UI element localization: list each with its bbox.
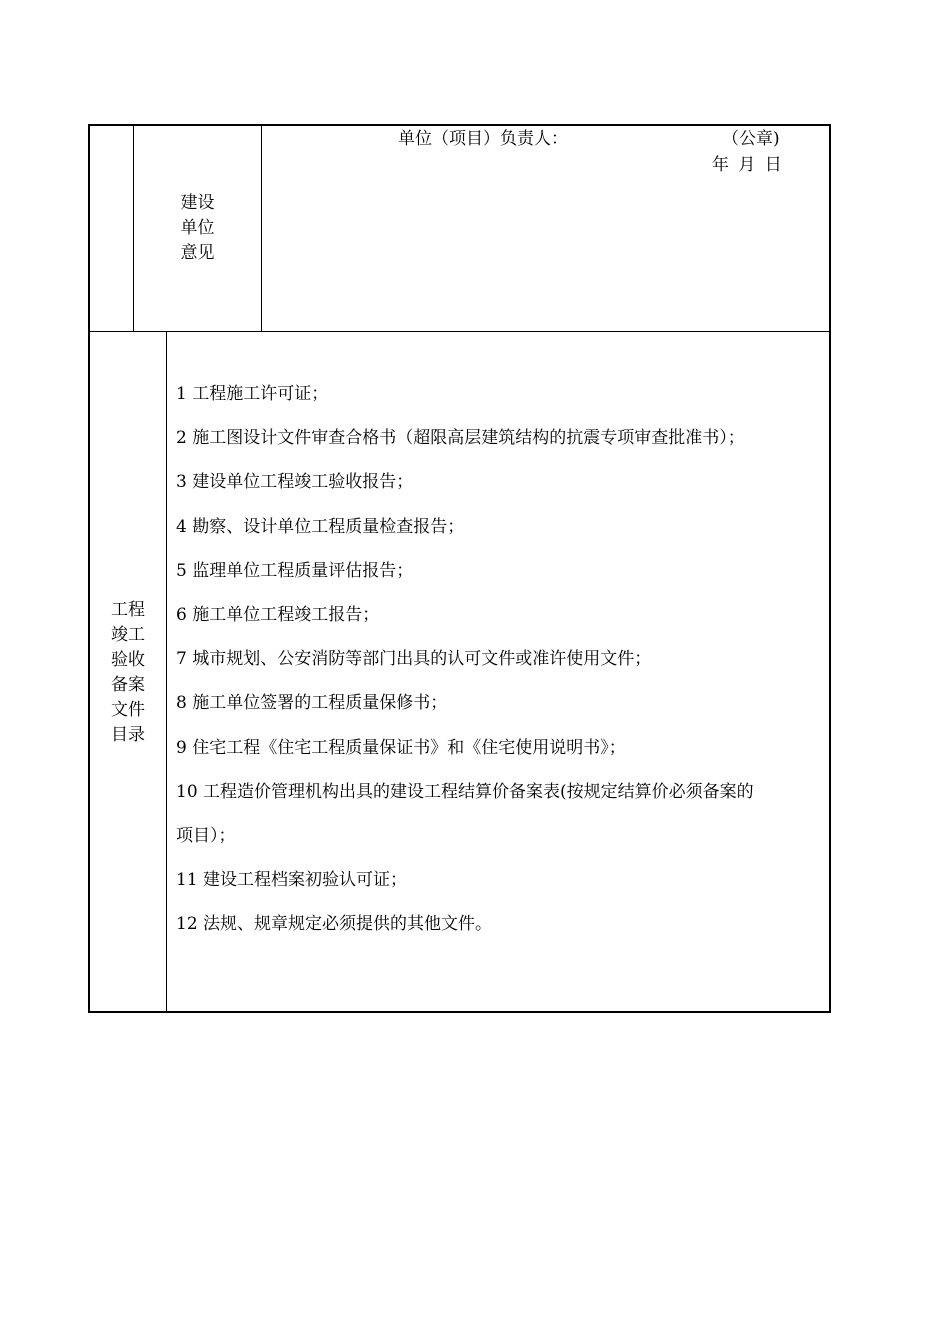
filing-documents-list [176, 379, 754, 953]
list-item: 1 工程施工许可证； [176, 384, 329, 404]
list-item: 12 法规、规章规定必须提供的其他文件。 [176, 914, 493, 935]
list-item: 6 施工单位工程竣工报告； [176, 604, 380, 625]
list-item: 9 住宅工程《住宅工程质量保证书》和《住宅使用说明书》； [176, 737, 626, 758]
list-item: 10 工程造价管理机构出具的建设工程结算价备案表(按规定结算价必须备案的 [176, 781, 754, 802]
list-item: 4 勘察、设计单位工程质量检查报告； [176, 516, 465, 537]
date-label: 年 月 日 [712, 155, 784, 175]
table-divider-vertical-lower [166, 332, 167, 1013]
filing-form-table [88, 124, 831, 1013]
list-item: 8 施工单位签署的工程质量保修书； [176, 693, 448, 714]
list-item: 2 施工图设计文件审查合格书（超限高层建筑结构的抗震专项审查批准书）； [176, 428, 745, 449]
official-seal-label: （公章) [722, 129, 780, 149]
list-item: 11 建设工程档案初验认可证； [176, 870, 408, 891]
list-item: 5 监理单位工程质量评估报告； [176, 560, 414, 581]
table-divider-vertical-right [261, 126, 262, 332]
list-item: 项目）； [176, 825, 236, 846]
list-item: 7 城市规划、公安消防等部门出具的认可文件或准许使用文件； [176, 649, 652, 670]
construction-unit-opinion-label: 建设 单位 意见 [180, 193, 215, 263]
filing-documents-label: 工程 竣工 验收 备案 文件 目录 [111, 600, 145, 745]
responsible-person-label: 单位（项目）负责人： [398, 129, 568, 149]
table-divider-horizontal [90, 331, 829, 332]
list-item: 3 建设单位工程竣工验收报告； [176, 472, 414, 493]
